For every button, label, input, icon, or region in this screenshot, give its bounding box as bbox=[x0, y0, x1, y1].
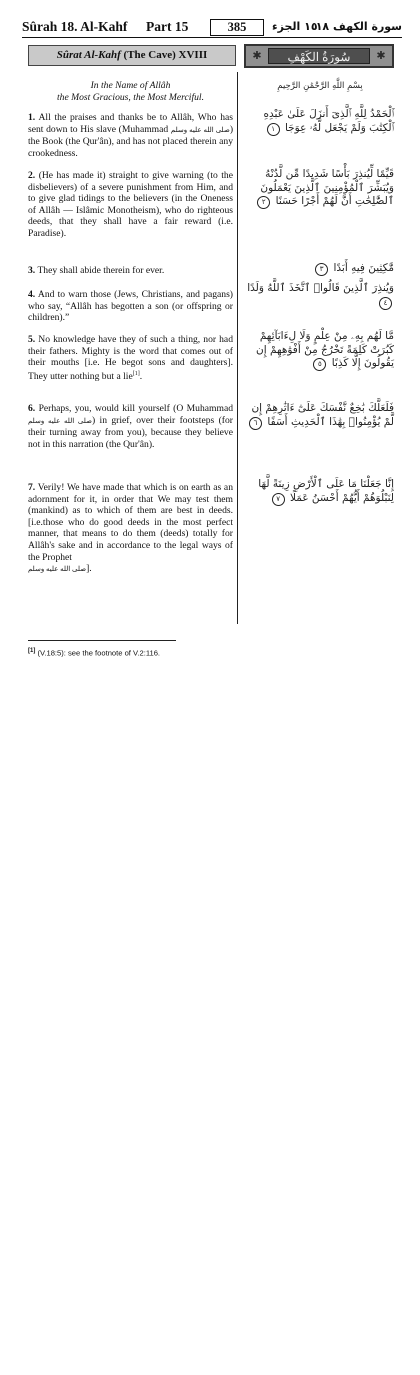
column-divider bbox=[237, 72, 238, 624]
verse-arabic: مَّٰكِثِينَ فِيهِ أَبَدًا ٣ bbox=[246, 262, 394, 276]
verse-english: 6. Perhaps, you, would kill yourself (O Muhammad صلى الله عليه وسلم) in grief, over their footsteps (for their turning away from you), because they believe not in this narration (the Qur'ân). bbox=[28, 403, 234, 450]
verse-english: 5. No knowledge have they of such a thing, nor had their fathers. Mighty is the word that comes out of their mouths [i.e. He begot sons and daughters]. They utter nothing but a lie[1]. bbox=[28, 334, 233, 382]
verse-english: 2. (He has made it) straight to give warning (to the disbelievers) of a severe punishment from Him, and to give glad tidings to the believers (in the Oneness of Allâh — Islâmic Monotheism), who do righteous deeds, that they shall have a fair reward (i.e. Paradise). bbox=[28, 170, 233, 239]
verse-end-marker: ٦ bbox=[249, 417, 262, 430]
verse-end-marker: ٥ bbox=[313, 358, 326, 371]
arabic-surah-title: سُورَةُ الكَهْفِ bbox=[268, 48, 370, 64]
verse-arabic: قَيِّمًا لِّيُنذِرَ بَأْسًا شَدِيدًا مِّن لَّدُنْهُ وَيُبَشِّرَ ٱلْمُؤْمِنِينَ ٱلَّذِينَ يَعْمَلُونَ ٱلصَّٰلِحَٰتِ أَنَّ لَهُمْ أَجْرًا حَسَنًا ٢ bbox=[246, 168, 394, 209]
surah-name-header: Sûrah 18. Al-Kahf bbox=[22, 19, 128, 34]
footnote-ref[interactable]: [1] bbox=[132, 370, 140, 377]
verse-arabic: مَّا لَهُم بِهِۦ مِنْ عِلْمٍ وَلَا لِءَابَآئِهِمْ كَبُرَتْ كَلِمَةً تَخْرُجُ مِنْ أَفْوَٰهِهِمْ إِن يَقُولُونَ إِلَّا كَذِبًا ٥ bbox=[256, 330, 394, 369]
ornament-icon: ✱ bbox=[252, 50, 262, 62]
page-header bbox=[22, 18, 402, 38]
ornament-icon: ✱ bbox=[376, 50, 386, 62]
part-label: Part 15 bbox=[146, 19, 189, 34]
verse-english: 3. They shall abide therein for ever. bbox=[28, 265, 165, 276]
header-rule bbox=[22, 37, 402, 38]
verse-arabic: ٱلْحَمْدُ لِلَّهِ ٱلَّذِىٓ أَنزَلَ عَلَىٰ عَبْدِهِ ٱلْكِتَٰبَ وَلَمْ يَجْعَل لَّهُۥ عِوَجَا ١ bbox=[263, 108, 394, 134]
verse-end-marker: ٧ bbox=[272, 493, 285, 506]
surah-title-name: Sûrat Al-Kahf bbox=[56, 49, 121, 61]
basmala-arabic: بِسْمِ اللَّهِ الرَّحْمَٰنِ الرَّحِيمِ bbox=[277, 81, 363, 91]
surah-title-subtitle: (The Cave) XVIII bbox=[123, 49, 208, 61]
arabic-part-label: ١٥ الجزء bbox=[272, 20, 318, 33]
arabic-title-banner bbox=[244, 44, 394, 68]
verse-english: 1. All the praises and thanks be to Allâh, Who has sent down to His slave (Muhammad صلى الله عليه وسلم) the Book (the Qur'ân), and has not placed therein any crookedness. bbox=[28, 112, 234, 159]
footnote-rule bbox=[28, 640, 176, 641]
verse-end-marker: ٣ bbox=[315, 263, 328, 276]
verse-english: 4. And to warn those (Jews, Christians, and pagans) who say, “Allâh has begotten a son (or offspring or children).” bbox=[28, 289, 233, 324]
arabic-surah-header: سورة الكهف ١٨ bbox=[315, 20, 402, 33]
surah-title-bar bbox=[28, 45, 236, 66]
footnote-marker: [1] bbox=[28, 648, 36, 654]
verse-english: 7. Verily! We have made that which is on earth as an adornment for it, in order that We may test them (mankind) as to which of them are best in deeds. [i.e.those who do good deeds in the most perfect manner, that means to do them (deeds) totally for Allâh's sake and in accordance to the legal ways of the Prophet صلى الله عليه وسلم]. bbox=[28, 482, 233, 575]
verse-end-marker: ٤ bbox=[379, 297, 392, 310]
page-number: 385 bbox=[210, 19, 264, 36]
verse-end-marker: ١ bbox=[267, 123, 280, 136]
verse-arabic: فَلَعَلَّكَ بَٰخِعٌ نَّفْسَكَ عَلَىٰٓ ءَاثَٰرِهِمْ إِن لَّمْ يُؤْمِنُوا۟ بِهَٰذَا ٱلْحَدِيثِ أَسَفًا ٦ bbox=[246, 402, 394, 430]
verse-end-marker: ٢ bbox=[257, 196, 270, 209]
verse-arabic: إِنَّا جَعَلْنَا مَا عَلَى ٱلْأَرْضِ زِينَةً لَّهَا لِنَبْلُوَهُمْ أَيُّهُمْ أَحْسَنُ عَمَلًا ٧ bbox=[258, 478, 394, 504]
verse-arabic: وَيُنذِرَ ٱلَّذِينَ قَالُوا۟ ٱتَّخَذَ ٱللَّهُ وَلَدًا ٤ bbox=[246, 282, 394, 310]
footnote bbox=[28, 648, 160, 658]
footnote-text: (V.18:5): see the footnote of V.2:116. bbox=[37, 648, 161, 658]
basmala-english: In the Name of Allâh the Most Gracious, the Most Merciful. bbox=[57, 80, 204, 103]
